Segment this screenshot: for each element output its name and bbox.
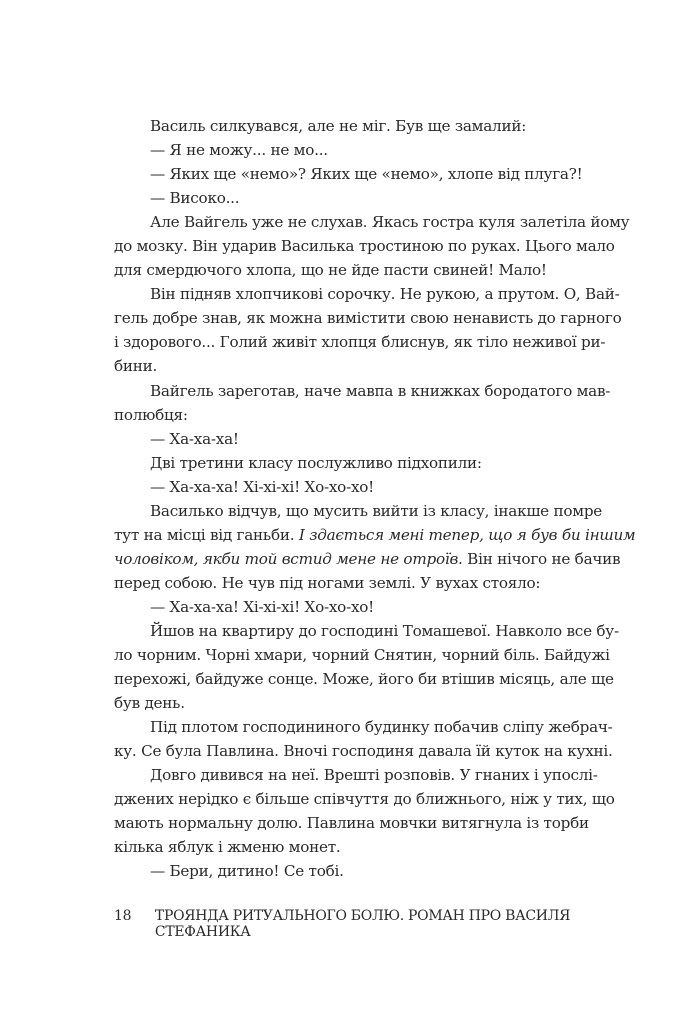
line-text: ло чорним. Чорні хмари, чорний Снятин, чорний біль. Байдужі <box>114 646 610 665</box>
text-line <box>114 114 588 138</box>
running-title: ТРОЯНДА РИТУАЛЬНОГО БОЛЮ. РОМАН ПРО ВАСИЛЯ СТЕФАНИКА <box>154 908 571 940</box>
line-text: Вайгель зареготав, наче мавпа в книжках бородатого мав- <box>150 381 611 400</box>
line-text: був день. <box>114 694 185 713</box>
text-line <box>114 715 613 739</box>
line-text: перехожі, байдуже сонце. Може, його би втішив місяць, але ще <box>114 670 614 689</box>
text-line <box>114 282 620 306</box>
italic-quote: чоловіком, якби той встид мене не отроїв. <box>114 549 463 568</box>
text-line <box>114 499 603 523</box>
line-text: — Ха-ха-ха! Хі-хі-хі! Хо-хо-хо! <box>150 597 375 616</box>
line-text: Довго дивився на неї. Врешті розповів. У гнаних і упослі- <box>150 766 598 785</box>
line-text: Василь силкувався, але не міг. Був ще замалий: <box>150 117 527 135</box>
text-line <box>114 258 588 282</box>
line-text: Під плотом господининого будинку побачив сліпу жебрач- <box>150 718 613 737</box>
line-text: ку. Се була Павлина. Вночі господиня давала їй куток на кухні. <box>114 742 613 761</box>
text-line <box>114 763 598 787</box>
text-line <box>114 379 611 403</box>
line-text: Василько відчув, що мусить вийти із класу, інакше помре <box>150 501 603 520</box>
italic-quote: І здається мені тепер, що я був би іншим <box>298 525 636 544</box>
line-text: — Бери, дитино! Се тобі. <box>150 862 344 881</box>
text-line <box>114 210 630 234</box>
line-text: — Високо... <box>150 189 240 208</box>
text-line <box>114 691 588 715</box>
line-text: і здорового... Голий живіт хлопця блиснув, як тіло неживої ри- <box>114 333 606 352</box>
text-line <box>114 859 588 883</box>
text-line <box>114 306 622 330</box>
text-line <box>114 835 588 859</box>
line-text: — Ха-ха-ха! Хі-хі-хі! Хо-хо-хо! <box>150 477 375 496</box>
text-line <box>114 234 615 258</box>
line-text: — Я не можу... не мо... <box>150 141 328 160</box>
text-line <box>114 787 615 811</box>
line-text: полюбця: <box>114 405 188 424</box>
text-line <box>114 571 588 595</box>
text-line <box>114 595 588 619</box>
line-text: до мозку. Він ударив Василька тростиною по руках. Цього мало <box>114 237 615 256</box>
line-text: кілька яблук і жменю монет. <box>114 838 341 857</box>
line-text: тут на місці від ганьби. <box>114 525 299 544</box>
page-number: 18 <box>114 908 132 924</box>
line-text: Він підняв хлопчикові сорочку. Не рукою, а прутом. О, Вай- <box>150 285 620 304</box>
line-text: джених нерідко є більше співчуття до ближнього, ніж у тих, що <box>114 790 615 809</box>
text-line <box>114 330 606 354</box>
text-line <box>114 739 613 763</box>
text-line <box>114 547 621 571</box>
line-text: для смердючого хлопа, що не йде пасти свиней! Мало! <box>114 261 547 280</box>
line-text: перед собою. Не чув під ногами землі. У вухах стояло: <box>114 573 541 592</box>
line-text: мають нормальну долю. Павлина мовчки витягнула із торби <box>114 814 589 833</box>
text-line <box>114 619 619 643</box>
text-line <box>114 667 614 691</box>
line-text: бини. <box>114 357 158 376</box>
text-line <box>114 523 636 547</box>
text-line <box>114 475 588 499</box>
line-text: — Яких ще «немо»? Яких ще «немо», хлопе від плуга?! <box>150 165 583 184</box>
body-text <box>114 114 636 884</box>
text-line <box>114 811 588 835</box>
text-line <box>114 427 588 451</box>
text-line <box>114 451 588 475</box>
text-line <box>114 354 588 378</box>
page-footer <box>114 908 594 940</box>
text-line <box>114 138 588 162</box>
line-text: гель добре знав, як можна вимістити свою ненависть до гарного <box>114 309 622 328</box>
line-text: Йшов на квартиру до господині Томашевої. Навколо все бу- <box>150 621 619 640</box>
line-text: Але Вайгель уже не слухав. Якась гостра куля залетіла йому <box>150 213 630 232</box>
line-text: — Ха-ха-ха! <box>150 429 239 448</box>
line-text: Дві третини класу послужливо підхопили: <box>150 453 482 472</box>
text-line <box>114 403 588 427</box>
line-text: Він нічого не бачив <box>462 549 621 568</box>
text-line <box>114 162 588 186</box>
text-line <box>114 643 610 667</box>
text-line <box>114 186 588 210</box>
